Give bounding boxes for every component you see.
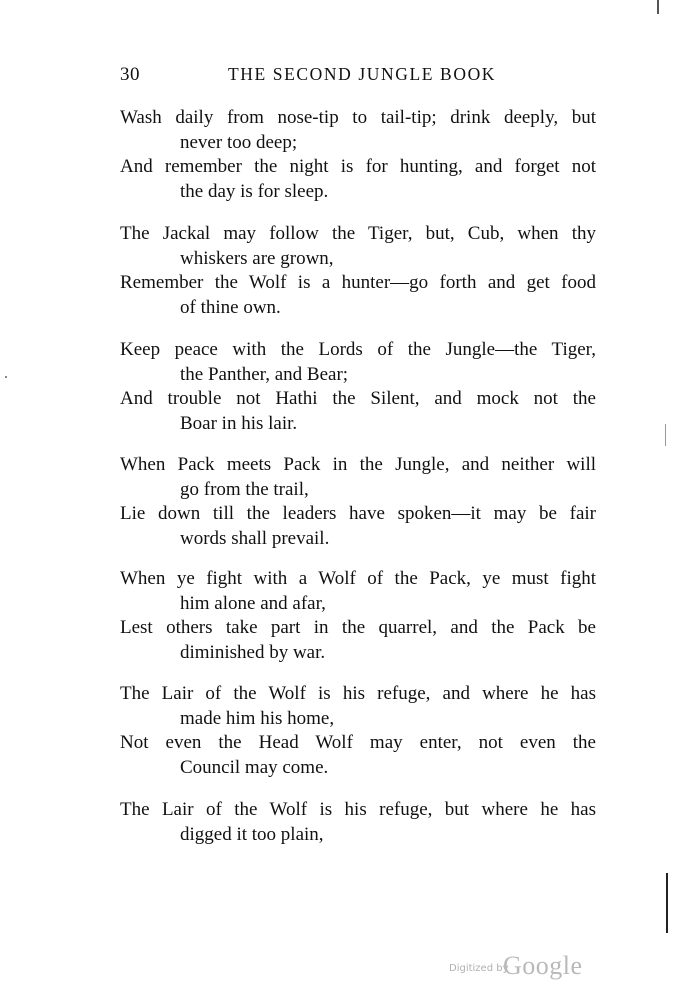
verse-line: Lest others take part in the quarrel, and the Pack be bbox=[120, 617, 596, 638]
verse-line: Not even the Head Wolf may enter, not even the bbox=[120, 732, 596, 753]
scan-dot bbox=[5, 376, 7, 378]
verse-line: him alone and afar, bbox=[180, 592, 326, 614]
verse-line: never too deep; bbox=[180, 131, 298, 153]
book-title: THE SECOND JUNGLE BOOK bbox=[228, 64, 497, 84]
verse-line: Council may come. bbox=[180, 756, 329, 778]
verse-line: the Panther, and Bear; bbox=[180, 363, 349, 385]
stanza-5 bbox=[120, 567, 596, 665]
stanza-2 bbox=[120, 222, 596, 320]
verse-line: The Jackal may follow the Tiger, but, Cub, when thy bbox=[120, 223, 596, 244]
verse-line: of thine own. bbox=[180, 296, 281, 318]
verse-line: digged it too plain, bbox=[180, 823, 324, 845]
digitized-label: Digitized by bbox=[449, 963, 509, 974]
verse-line: words shall prevail. bbox=[180, 527, 330, 549]
verse-line: made him his home, bbox=[180, 707, 335, 729]
verse-line: Wash daily from nose-tip to tail-tip; drink deeply, but bbox=[120, 107, 596, 128]
verse-line: Remember the Wolf is a hunter—go forth and get food bbox=[120, 272, 596, 293]
stanza-6 bbox=[120, 682, 596, 780]
stanza-4 bbox=[120, 453, 596, 551]
verse-line: The Lair of the Wolf is his refuge, but where he has bbox=[120, 799, 596, 820]
scan-mark bbox=[665, 424, 666, 446]
verse-line: And remember the night is for hunting, and forget not bbox=[120, 156, 596, 177]
verse-line: When Pack meets Pack in the Jungle, and neither will bbox=[120, 454, 596, 475]
google-logo: Google bbox=[503, 951, 583, 980]
verse-line: whiskers are grown, bbox=[180, 247, 334, 269]
verse-line: And trouble not Hathi the Silent, and mock not the bbox=[120, 388, 596, 409]
verse-line: go from the trail, bbox=[180, 478, 309, 500]
verse-line: The Lair of the Wolf is his refuge, and where he has bbox=[120, 683, 596, 704]
digitized-watermark bbox=[449, 953, 589, 983]
scan-mark bbox=[666, 873, 668, 933]
verse-line: Keep peace with the Lords of the Jungle—the Tiger, bbox=[120, 339, 596, 360]
stanza-3 bbox=[120, 338, 596, 436]
page-number: 30 bbox=[120, 64, 140, 85]
stanza-7 bbox=[120, 798, 596, 847]
verse-line: Boar in his lair. bbox=[180, 412, 298, 434]
verse-line: the day is for sleep. bbox=[180, 180, 329, 202]
stanza-1 bbox=[120, 106, 596, 204]
verse-line: Lie down till the leaders have spoken—it may be fair bbox=[120, 503, 596, 524]
running-head bbox=[120, 64, 596, 92]
verse-line: diminished by war. bbox=[180, 641, 326, 663]
verse-line: When ye fight with a Wolf of the Pack, ye must fight bbox=[120, 568, 596, 589]
scan-mark bbox=[657, 0, 659, 14]
